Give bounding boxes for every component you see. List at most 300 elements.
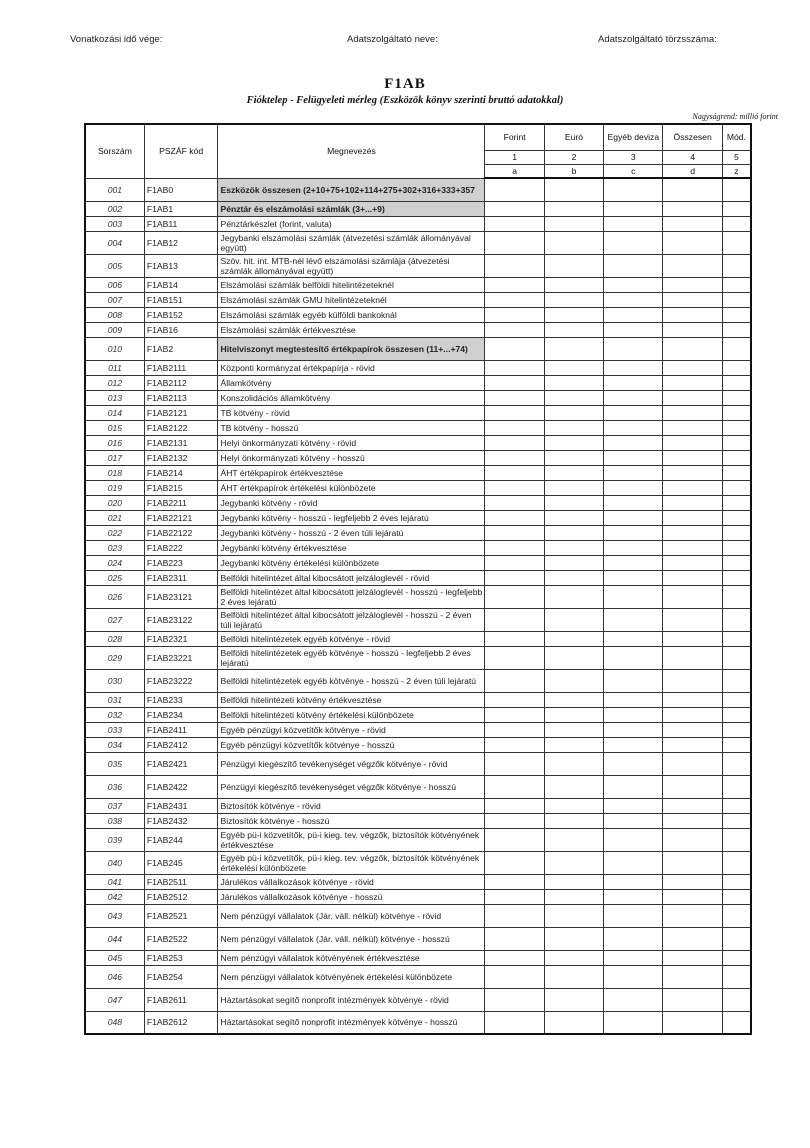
value-cell-other[interactable] — [604, 360, 663, 375]
value-cell-forint[interactable] — [485, 646, 544, 669]
value-cell-other[interactable] — [604, 292, 663, 307]
value-cell-forint[interactable] — [485, 585, 544, 608]
value-cell-euro[interactable] — [544, 737, 603, 752]
value-cell-other[interactable] — [604, 737, 663, 752]
value-cell-other[interactable] — [604, 178, 663, 201]
value-cell-other[interactable] — [604, 752, 663, 775]
row-code: F1AB12 — [144, 231, 218, 254]
table-row — [85, 420, 751, 435]
row-name: Egyéb pü-i közvetítők, pü-i kieg. tev. végzők, biztosítók kötvényének értékelési különbözete — [218, 851, 485, 874]
row-name: Belföldi hitelintézet által kibocsátott jelzáloglevél - rövid — [218, 570, 485, 585]
value-cell-other[interactable] — [604, 889, 663, 904]
value-cell-other[interactable] — [604, 631, 663, 646]
value-cell-other[interactable] — [604, 585, 663, 608]
value-cell-forint[interactable] — [485, 669, 544, 692]
row-name: Jegybanki kötvény - hosszú - legfeljebb 2 éves lejáratú — [218, 510, 485, 525]
value-cell-euro[interactable] — [544, 375, 603, 390]
value-cell-other[interactable] — [604, 465, 663, 480]
value-cell-mod[interactable] — [722, 608, 751, 631]
value-cell-mod[interactable] — [722, 707, 751, 722]
value-cell-total[interactable] — [663, 813, 722, 828]
value-cell-other[interactable] — [604, 337, 663, 360]
value-cell-other[interactable] — [604, 510, 663, 525]
row-name: Elszámolási számlák értékvesztése — [218, 322, 485, 337]
value-cell-total[interactable] — [663, 646, 722, 669]
value-cell-forint[interactable] — [485, 292, 544, 307]
value-cell-other[interactable] — [604, 965, 663, 988]
value-cell-other[interactable] — [604, 540, 663, 555]
value-cell-euro[interactable] — [544, 360, 603, 375]
value-cell-forint[interactable] — [485, 420, 544, 435]
value-cell-total[interactable] — [663, 231, 722, 254]
value-cell-total[interactable] — [663, 631, 722, 646]
value-cell-forint[interactable] — [485, 254, 544, 277]
value-cell-forint[interactable] — [485, 495, 544, 510]
value-cell-euro[interactable] — [544, 646, 603, 669]
value-cell-other[interactable] — [604, 555, 663, 570]
value-cell-mod[interactable] — [722, 669, 751, 692]
value-cell-other[interactable] — [604, 669, 663, 692]
row-code: F1AB2432 — [144, 813, 218, 828]
value-cell-forint[interactable] — [485, 322, 544, 337]
value-cell-forint[interactable] — [485, 874, 544, 889]
value-cell-euro[interactable] — [544, 669, 603, 692]
value-cell-mod[interactable] — [722, 646, 751, 669]
value-cell-euro[interactable] — [544, 631, 603, 646]
value-cell-other[interactable] — [604, 927, 663, 950]
row-serial: 038 — [85, 813, 144, 828]
value-cell-other[interactable] — [604, 322, 663, 337]
table-row — [85, 1011, 751, 1034]
value-cell-mod[interactable] — [722, 1011, 751, 1034]
value-cell-forint[interactable] — [485, 692, 544, 707]
row-code: F1AB2522 — [144, 927, 218, 950]
value-cell-mod[interactable] — [722, 435, 751, 450]
row-name: Járulékos vállalkozások kötvénye - rövid — [218, 874, 485, 889]
row-name: Belföldi hitelintézet által kibocsátott jelzáloglevél - hosszú - 2 éven túli lejáratú — [218, 608, 485, 631]
value-cell-mod[interactable] — [722, 178, 751, 201]
value-cell-euro[interactable] — [544, 874, 603, 889]
value-cell-other[interactable] — [604, 988, 663, 1011]
value-cell-mod[interactable] — [722, 540, 751, 555]
value-cell-mod[interactable] — [722, 585, 751, 608]
row-code: F1AB215 — [144, 480, 218, 495]
value-cell-total[interactable] — [663, 450, 722, 465]
value-cell-euro[interactable] — [544, 904, 603, 927]
value-cell-forint[interactable] — [485, 927, 544, 950]
value-cell-total[interactable] — [663, 435, 722, 450]
row-serial: 011 — [85, 360, 144, 375]
row-code: F1AB2311 — [144, 570, 218, 585]
value-cell-euro[interactable] — [544, 510, 603, 525]
row-code: F1AB13 — [144, 254, 218, 277]
value-cell-total[interactable] — [663, 201, 722, 216]
value-cell-other[interactable] — [604, 307, 663, 322]
value-cell-mod[interactable] — [722, 216, 751, 231]
value-cell-forint[interactable] — [485, 405, 544, 420]
value-cell-total[interactable] — [663, 360, 722, 375]
value-cell-forint[interactable] — [485, 360, 544, 375]
value-cell-other[interactable] — [604, 216, 663, 231]
value-cell-euro[interactable] — [544, 435, 603, 450]
value-cell-euro[interactable] — [544, 231, 603, 254]
value-cell-euro[interactable] — [544, 307, 603, 322]
row-name: Belföldi hitelintézetek egyéb kötvénye - hosszú - 2 éven túli lejáratú — [218, 669, 485, 692]
value-cell-mod[interactable] — [722, 851, 751, 874]
row-serial: 018 — [85, 465, 144, 480]
value-cell-total[interactable] — [663, 254, 722, 277]
value-cell-forint[interactable] — [485, 465, 544, 480]
value-cell-other[interactable] — [604, 570, 663, 585]
value-cell-total[interactable] — [663, 851, 722, 874]
value-cell-other[interactable] — [604, 692, 663, 707]
table-row — [85, 608, 751, 631]
value-cell-euro[interactable] — [544, 337, 603, 360]
value-cell-euro[interactable] — [544, 988, 603, 1011]
value-cell-mod[interactable] — [722, 307, 751, 322]
value-cell-total[interactable] — [663, 307, 722, 322]
value-cell-other[interactable] — [604, 608, 663, 631]
value-cell-forint[interactable] — [485, 307, 544, 322]
value-cell-mod[interactable] — [722, 510, 751, 525]
value-cell-total[interactable] — [663, 570, 722, 585]
provider-name-label: Adatszolgáltató neve: — [347, 34, 438, 45]
value-cell-total[interactable] — [663, 904, 722, 927]
value-cell-mod[interactable] — [722, 722, 751, 737]
value-cell-total[interactable] — [663, 375, 722, 390]
value-cell-total[interactable] — [663, 540, 722, 555]
value-cell-total[interactable] — [663, 405, 722, 420]
value-cell-euro[interactable] — [544, 570, 603, 585]
value-cell-total[interactable] — [663, 692, 722, 707]
value-cell-forint[interactable] — [485, 375, 544, 390]
value-cell-total[interactable] — [663, 669, 722, 692]
value-cell-euro[interactable] — [544, 450, 603, 465]
value-cell-mod[interactable] — [722, 450, 751, 465]
value-cell-forint[interactable] — [485, 1011, 544, 1034]
value-cell-forint[interactable] — [485, 231, 544, 254]
value-cell-euro[interactable] — [544, 390, 603, 405]
value-cell-mod[interactable] — [722, 798, 751, 813]
value-cell-forint[interactable] — [485, 435, 544, 450]
value-cell-forint[interactable] — [485, 813, 544, 828]
value-cell-mod[interactable] — [722, 737, 751, 752]
value-cell-euro[interactable] — [544, 405, 603, 420]
value-cell-mod[interactable] — [722, 495, 751, 510]
value-cell-mod[interactable] — [722, 337, 751, 360]
value-cell-mod[interactable] — [722, 254, 751, 277]
value-cell-forint[interactable] — [485, 752, 544, 775]
row-serial: 019 — [85, 480, 144, 495]
value-cell-mod[interactable] — [722, 322, 751, 337]
value-cell-forint[interactable] — [485, 337, 544, 360]
value-cell-total[interactable] — [663, 927, 722, 950]
value-cell-total[interactable] — [663, 608, 722, 631]
value-cell-forint[interactable] — [485, 510, 544, 525]
col-number: 5 — [722, 150, 751, 164]
value-cell-mod[interactable] — [722, 828, 751, 851]
value-cell-total[interactable] — [663, 555, 722, 570]
value-cell-forint[interactable] — [485, 965, 544, 988]
value-cell-forint[interactable] — [485, 608, 544, 631]
value-cell-forint[interactable] — [485, 889, 544, 904]
value-cell-other[interactable] — [604, 405, 663, 420]
value-cell-total[interactable] — [663, 465, 722, 480]
row-serial: 034 — [85, 737, 144, 752]
value-cell-other[interactable] — [604, 904, 663, 927]
row-name: Jegybanki kötvény - hosszú - 2 éven túli lejáratú — [218, 525, 485, 540]
value-cell-forint[interactable] — [485, 851, 544, 874]
value-cell-other[interactable] — [604, 277, 663, 292]
value-cell-total[interactable] — [663, 722, 722, 737]
row-name: Helyi önkormányzati kötvény - rövid — [218, 435, 485, 450]
table-row — [85, 798, 751, 813]
value-cell-total[interactable] — [663, 292, 722, 307]
value-cell-forint[interactable] — [485, 390, 544, 405]
value-cell-mod[interactable] — [722, 889, 751, 904]
col-header-name: Megnevezés — [218, 124, 485, 178]
row-code: F1AB2121 — [144, 405, 218, 420]
value-cell-euro[interactable] — [544, 540, 603, 555]
value-cell-forint[interactable] — [485, 775, 544, 798]
value-cell-mod[interactable] — [722, 950, 751, 965]
value-cell-total[interactable] — [663, 390, 722, 405]
value-cell-euro[interactable] — [544, 585, 603, 608]
value-cell-mod[interactable] — [722, 775, 751, 798]
value-cell-total[interactable] — [663, 1011, 722, 1034]
value-cell-other[interactable] — [604, 420, 663, 435]
col-number: 2 — [544, 150, 603, 164]
value-cell-total[interactable] — [663, 737, 722, 752]
value-cell-mod[interactable] — [722, 465, 751, 480]
value-cell-mod[interactable] — [722, 420, 751, 435]
value-cell-total[interactable] — [663, 965, 722, 988]
value-cell-euro[interactable] — [544, 495, 603, 510]
value-cell-mod[interactable] — [722, 375, 751, 390]
value-cell-total[interactable] — [663, 277, 722, 292]
value-cell-euro[interactable] — [544, 752, 603, 775]
value-cell-euro[interactable] — [544, 555, 603, 570]
value-cell-total[interactable] — [663, 322, 722, 337]
value-cell-forint[interactable] — [485, 737, 544, 752]
value-cell-euro[interactable] — [544, 525, 603, 540]
value-cell-mod[interactable] — [722, 965, 751, 988]
value-cell-total[interactable] — [663, 480, 722, 495]
value-cell-forint[interactable] — [485, 201, 544, 216]
value-cell-mod[interactable] — [722, 525, 751, 540]
value-cell-mod[interactable] — [722, 904, 751, 927]
value-cell-euro[interactable] — [544, 420, 603, 435]
value-cell-total[interactable] — [663, 585, 722, 608]
table-row — [85, 950, 751, 965]
value-cell-mod[interactable] — [722, 360, 751, 375]
row-serial: 004 — [85, 231, 144, 254]
value-cell-total[interactable] — [663, 510, 722, 525]
value-cell-forint[interactable] — [485, 178, 544, 201]
value-cell-total[interactable] — [663, 874, 722, 889]
value-cell-euro[interactable] — [544, 950, 603, 965]
value-cell-other[interactable] — [604, 231, 663, 254]
value-cell-mod[interactable] — [722, 570, 751, 585]
value-cell-euro[interactable] — [544, 292, 603, 307]
value-cell-total[interactable] — [663, 216, 722, 231]
value-cell-euro[interactable] — [544, 965, 603, 988]
value-cell-forint[interactable] — [485, 555, 544, 570]
value-cell-other[interactable] — [604, 851, 663, 874]
value-cell-mod[interactable] — [722, 277, 751, 292]
row-code: F1AB23121 — [144, 585, 218, 608]
value-cell-forint[interactable] — [485, 950, 544, 965]
value-cell-total[interactable] — [663, 337, 722, 360]
value-cell-euro[interactable] — [544, 201, 603, 216]
row-code: F1AB254 — [144, 965, 218, 988]
row-name: Hitelviszonyt megtestesítő értékpapírok összesen (11+...+74) — [218, 337, 485, 360]
table-row — [85, 465, 751, 480]
table-row — [85, 510, 751, 525]
value-cell-mod[interactable] — [722, 231, 751, 254]
provider-id-label: Adatszolgáltató törzsszáma: — [598, 34, 717, 45]
table-row — [85, 692, 751, 707]
value-cell-mod[interactable] — [722, 752, 751, 775]
value-cell-mod[interactable] — [722, 927, 751, 950]
value-cell-other[interactable] — [604, 201, 663, 216]
value-cell-euro[interactable] — [544, 608, 603, 631]
col-header-code: PSZÁF kód — [144, 124, 218, 178]
value-cell-other[interactable] — [604, 707, 663, 722]
row-name: Jegybanki kötvény - rövid — [218, 495, 485, 510]
value-cell-forint[interactable] — [485, 828, 544, 851]
value-cell-forint[interactable] — [485, 216, 544, 231]
value-cell-other[interactable] — [604, 874, 663, 889]
value-cell-forint[interactable] — [485, 570, 544, 585]
value-cell-mod[interactable] — [722, 692, 751, 707]
value-cell-euro[interactable] — [544, 480, 603, 495]
value-cell-euro[interactable] — [544, 178, 603, 201]
row-serial: 007 — [85, 292, 144, 307]
value-cell-mod[interactable] — [722, 631, 751, 646]
col-header-total: Összesen — [663, 124, 722, 150]
value-cell-total[interactable] — [663, 988, 722, 1011]
value-cell-forint[interactable] — [485, 525, 544, 540]
row-name: TB kötvény - rövid — [218, 405, 485, 420]
value-cell-euro[interactable] — [544, 1011, 603, 1034]
table-row — [85, 722, 751, 737]
col-letter: d — [663, 164, 722, 178]
value-cell-forint[interactable] — [485, 450, 544, 465]
row-serial: 047 — [85, 988, 144, 1011]
value-cell-total[interactable] — [663, 828, 722, 851]
value-cell-euro[interactable] — [544, 465, 603, 480]
value-cell-other[interactable] — [604, 775, 663, 798]
value-cell-euro[interactable] — [544, 813, 603, 828]
value-cell-mod[interactable] — [722, 480, 751, 495]
value-cell-other[interactable] — [604, 828, 663, 851]
value-cell-mod[interactable] — [722, 555, 751, 570]
value-cell-other[interactable] — [604, 525, 663, 540]
row-name: ÁHT értékpapírok értékelési különbözete — [218, 480, 485, 495]
value-cell-euro[interactable] — [544, 254, 603, 277]
row-serial: 016 — [85, 435, 144, 450]
value-cell-euro[interactable] — [544, 277, 603, 292]
value-cell-forint[interactable] — [485, 480, 544, 495]
value-cell-forint[interactable] — [485, 277, 544, 292]
value-cell-other[interactable] — [604, 435, 663, 450]
table-row — [85, 965, 751, 988]
value-cell-euro[interactable] — [544, 798, 603, 813]
value-cell-mod[interactable] — [722, 201, 751, 216]
value-cell-euro[interactable] — [544, 828, 603, 851]
value-cell-other[interactable] — [604, 495, 663, 510]
value-cell-forint[interactable] — [485, 988, 544, 1011]
value-cell-total[interactable] — [663, 525, 722, 540]
value-cell-other[interactable] — [604, 375, 663, 390]
value-cell-other[interactable] — [604, 722, 663, 737]
value-cell-other[interactable] — [604, 480, 663, 495]
value-cell-euro[interactable] — [544, 927, 603, 950]
value-cell-total[interactable] — [663, 752, 722, 775]
value-cell-euro[interactable] — [544, 216, 603, 231]
value-cell-other[interactable] — [604, 798, 663, 813]
value-cell-forint[interactable] — [485, 798, 544, 813]
value-cell-total[interactable] — [663, 178, 722, 201]
value-cell-euro[interactable] — [544, 707, 603, 722]
row-code: F1AB0 — [144, 178, 218, 201]
value-cell-euro[interactable] — [544, 889, 603, 904]
value-cell-other[interactable] — [604, 646, 663, 669]
value-cell-total[interactable] — [663, 495, 722, 510]
row-name: Háztartásokat segítő nonprofit intézmények kötvénye - hosszú — [218, 1011, 485, 1034]
value-cell-mod[interactable] — [722, 813, 751, 828]
value-cell-forint[interactable] — [485, 722, 544, 737]
col-letter: a — [485, 164, 544, 178]
value-cell-total[interactable] — [663, 775, 722, 798]
row-code: F1AB23122 — [144, 608, 218, 631]
value-cell-euro[interactable] — [544, 692, 603, 707]
value-cell-total[interactable] — [663, 707, 722, 722]
value-cell-mod[interactable] — [722, 988, 751, 1011]
value-cell-forint[interactable] — [485, 904, 544, 927]
value-cell-total[interactable] — [663, 420, 722, 435]
value-cell-mod[interactable] — [722, 874, 751, 889]
value-cell-forint[interactable] — [485, 707, 544, 722]
value-cell-total[interactable] — [663, 798, 722, 813]
row-code: F1AB23221 — [144, 646, 218, 669]
value-cell-euro[interactable] — [544, 322, 603, 337]
value-cell-euro[interactable] — [544, 851, 603, 874]
row-code: F1AB234 — [144, 707, 218, 722]
value-cell-mod[interactable] — [722, 390, 751, 405]
value-cell-other[interactable] — [604, 450, 663, 465]
value-cell-total[interactable] — [663, 889, 722, 904]
value-cell-forint[interactable] — [485, 631, 544, 646]
value-cell-other[interactable] — [604, 813, 663, 828]
row-code: F1AB22121 — [144, 510, 218, 525]
value-cell-other[interactable] — [604, 1011, 663, 1034]
value-cell-total[interactable] — [663, 950, 722, 965]
row-name: Belföldi hitelintézeti kötvény értékelési különbözete — [218, 707, 485, 722]
value-cell-euro[interactable] — [544, 722, 603, 737]
row-name: Belföldi hitelintézet által kibocsátott jelzáloglevél - hosszú - legfeljebb 2 éves lejáratú — [218, 585, 485, 608]
value-cell-other[interactable] — [604, 254, 663, 277]
value-cell-mod[interactable] — [722, 292, 751, 307]
table-row — [85, 669, 751, 692]
value-cell-other[interactable] — [604, 950, 663, 965]
value-cell-forint[interactable] — [485, 540, 544, 555]
value-cell-mod[interactable] — [722, 405, 751, 420]
table-row — [85, 254, 751, 277]
value-cell-euro[interactable] — [544, 775, 603, 798]
value-cell-other[interactable] — [604, 390, 663, 405]
